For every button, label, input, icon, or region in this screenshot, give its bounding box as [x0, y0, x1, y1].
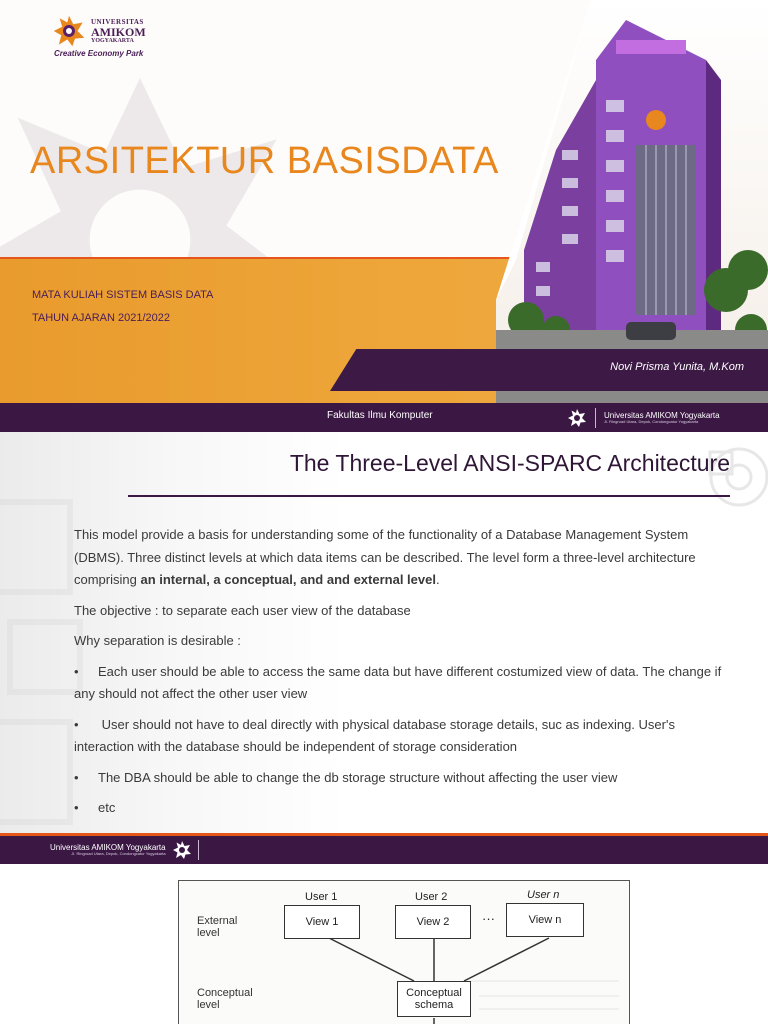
view-1-box: View 1 [284, 905, 360, 939]
ansi-sparc-diagram [178, 880, 630, 1024]
slide-title: The Three-Level ANSI-SPARC Architecture [289, 450, 730, 476]
logo-line-1: UNIVERSITAS [91, 17, 144, 26]
footer-university-name: Universitas AMIKOM Yogyakarta [50, 842, 166, 852]
user-2-label: User 2 [415, 891, 448, 903]
logo-tagline: Creative Economy Park [54, 49, 144, 58]
bullet-text: The DBA should be able to change the db storage structure without affecting the user view [98, 769, 618, 785]
footer-address: Jl. Ringroad Utara, Depok, Condongcatur Yogyakarta [71, 851, 166, 857]
amikom-footer-logo-icon [172, 840, 192, 860]
conceptual-schema-box: Conceptual schema [397, 981, 471, 1017]
footer-university-logo [567, 408, 720, 428]
user-n-label: User n [527, 889, 560, 901]
diagram-slide [0, 864, 768, 1024]
bullet-item [74, 767, 734, 790]
intro-paragraph [74, 524, 734, 592]
footer-university-name: Universitas AMIKOM Yogyakarta [604, 410, 720, 420]
bullet-icon: • [74, 716, 79, 732]
presentation-title: ARSITEKTUR BASISDATA [30, 140, 499, 182]
footer-divider [595, 408, 596, 428]
conceptual-level-label: Conceptual level [197, 987, 253, 1011]
logo-line-2: AMIKOM [91, 24, 146, 39]
intro-end: . [435, 572, 440, 587]
course-name: MATA KULIAH SISTEM BASIS DATA [32, 289, 214, 301]
amikom-footer-logo-icon [567, 408, 587, 428]
user-1-label: User 1 [305, 891, 338, 903]
footer-address: Jl. Ringroad Utara, Depok, Condongcatur Yogyakarta [604, 419, 699, 425]
slide-body [74, 524, 734, 828]
footer-university-logo [50, 840, 199, 860]
view-n-box: View n [506, 903, 584, 937]
objective-text: The objective : to separate each user view of the database [74, 602, 411, 618]
intro-bold-text: an internal, a conceptual, and and external level [140, 572, 436, 587]
academic-year: TAHUN AJARAN 2021/2022 [32, 312, 170, 324]
intro-text: This model provide a basis for understanding some of the functionality of a Database Management System (DBMS). Three distinct levels at which data items can be described. The level form a three-level architecture comprising [74, 527, 696, 587]
bullet-icon: • [74, 769, 79, 785]
title-slide [0, 0, 768, 432]
faculty-name: Fakultas Ilmu Komputer [327, 410, 433, 421]
bullet-item [74, 797, 734, 820]
footer-divider [198, 840, 199, 860]
university-logo [52, 14, 146, 48]
view-2-box: View 2 [395, 905, 471, 939]
bullet-text: etc [98, 800, 116, 815]
campus-building-image [496, 0, 768, 403]
why-heading: Why separation is desirable : [74, 633, 241, 648]
logo-line-3: YOGYAKARTA [91, 37, 134, 44]
bullet-text: Each user should be able to access the same data but have different costumized view of data. The change if any should not affect the other user view [74, 663, 722, 701]
bullet-icon: • [74, 663, 79, 679]
ellipsis: ··· [482, 911, 495, 926]
bullet-item [74, 661, 734, 706]
author-name: Novi Prisma Yunita, M.Kom [610, 361, 744, 373]
title-underline [128, 495, 730, 497]
bullet-icon: • [74, 800, 79, 815]
content-slide [0, 432, 768, 864]
amikom-logo-icon [52, 14, 86, 48]
bullet-item [74, 714, 734, 759]
bullet-text: User should not have to deal directly with physical database storage details, suc as indexing. User's interaction with the database should be independent of storage consideration [74, 716, 675, 754]
external-level-label: External level [197, 915, 238, 939]
